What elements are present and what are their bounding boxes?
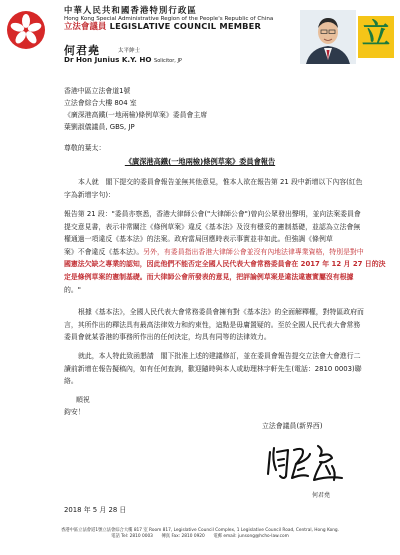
- org-name-en: Hong Kong Special Administrative Region of the People's Republic of China: [64, 15, 274, 22]
- closing-line: 鈞安！: [64, 408, 85, 416]
- portrait-icon: [300, 10, 356, 64]
- lc-member-title-en: LEGISLATIVE COUNCIL MEMBER: [109, 20, 262, 31]
- party-logo: [358, 16, 394, 58]
- org-name-cn: 中華人民共和國香港特別行政區: [64, 5, 197, 15]
- footer-contact: 電話 Tel: 2810 0003 傳真 Fax: 2810 0920 電郵 email: junsong@hcho-law.com: [111, 534, 289, 539]
- paragraph-line: [64, 246, 364, 259]
- paragraph-line: 報告第 21 段："委員亦察悉，香港大律師公會("大律師公會")曾向公眾發出聲明，並向法案委員會: [64, 210, 361, 218]
- member-name-cn: 何君堯: [64, 44, 100, 57]
- closing-line: 順祝: [76, 396, 90, 404]
- added-text: 定是條例草案的憲制基礎。而大律師公會所發表的意見，把評論例草案是違法違憲實屬沒有根據: [64, 272, 354, 281]
- lc-member-title-cn: 立法會議員: [64, 20, 107, 31]
- paragraph-line: 提交意見書，表示非常關注《條例草案》違反《基本法》及沒有穩妥的憲制基礎，並認為立法會無: [64, 222, 361, 231]
- paragraph-line: 就此，本人特此致函懇請 閣下批准上述的建議修訂，並在委員會報告提交立法會大會進行二: [78, 352, 361, 360]
- letterhead: [64, 6, 284, 31]
- member-name-en-text: Dr Hon Junius K.Y. HO: [64, 55, 152, 64]
- handwritten-signature: [262, 440, 352, 486]
- footer-address: 香港中區立法會道1號立法會綜合大樓 817 室 Room 817, Legislative Council Complex, 1 Legislative Council Road, Central, Hong Kong.: [60, 528, 340, 533]
- member-name-en-suffix: Solicitor, JP: [154, 58, 182, 64]
- letterhead-footer: [0, 528, 400, 540]
- member-title-cn: 太平紳士: [118, 48, 141, 54]
- lc-member-title: [64, 22, 284, 32]
- paragraph-intro: [64, 176, 364, 201]
- signatory-name: 何君堯: [312, 492, 331, 499]
- paragraph-line: 的。": [64, 285, 81, 294]
- added-text: 國憲法欠缺之專業的認知，因此他們不能否定全國人民代表大會常務委員會在 2017 年 12 月 27 日的決: [64, 260, 386, 269]
- added-text: 另外，有委員指出香港大律師公會並沒有內地法律專業資格，特別是對中: [143, 247, 364, 256]
- letter-subject: 《廣深港高鐵(一地兩檢)條例草案》委員會報告: [124, 157, 276, 166]
- member-name-en: [64, 55, 182, 64]
- salutation: 尊敬的葉太：: [64, 144, 106, 152]
- paragraph-line: 本人就 閣下提交的委員會報告並無其他意見，惟本人欲在報告第 21 段中新增以下內容(紅色: [78, 178, 363, 186]
- address-line: 香港中區立法會道1號: [64, 87, 131, 95]
- paragraph-line: 字為新增字句)：: [64, 190, 115, 199]
- paragraph-line: 委員會就某香港的事務所作出的任何決定，均具有同等的法律效力。: [64, 333, 271, 342]
- paragraph-basic-law: [64, 306, 364, 344]
- paragraph-line: 讀前新增在報告擬稿內，如有任何查詢，歡迎隨時與本人或助理林宇軒先生(電話：2810 0003)聯: [64, 364, 362, 373]
- paragraph-para21: [64, 208, 386, 296]
- signature-title: 立法會議員(新界西): [262, 422, 323, 430]
- paragraph-request: [64, 350, 364, 388]
- hksar-emblem-icon: [6, 10, 46, 50]
- paragraph-line: 言，其所作出的釋法具有最高法律效力和約束性，這點是毋庸置疑的。至於全國人民代表大會常務: [64, 320, 361, 329]
- paragraph-line: 根據《基本法》，全國人民代表大會常務委員會擁有對《基本法》的全面解釋權，對特區政府而: [78, 308, 364, 316]
- paragraph-line: 絡。: [64, 377, 78, 386]
- party-logo-glyph: 立: [361, 17, 390, 50]
- address-line: 立法會綜合大樓 804 室: [64, 99, 137, 107]
- paragraph-line-text: 案》不會違反《基本法》。: [64, 247, 144, 256]
- letter-date: 2018 年 5 月 28 日: [64, 506, 127, 514]
- member-portrait-photo: [300, 10, 356, 64]
- address-line: 《廣深港高鐵(一地兩檢)條例草案》委員會主席: [64, 111, 208, 119]
- address-line: 葉劉淑儀議員, GBS, JP: [64, 123, 135, 131]
- paragraph-line: 權通過一項違反《基本法》的法案。政府當局回應時表示事實並非如此。但強調《條例草: [64, 235, 333, 244]
